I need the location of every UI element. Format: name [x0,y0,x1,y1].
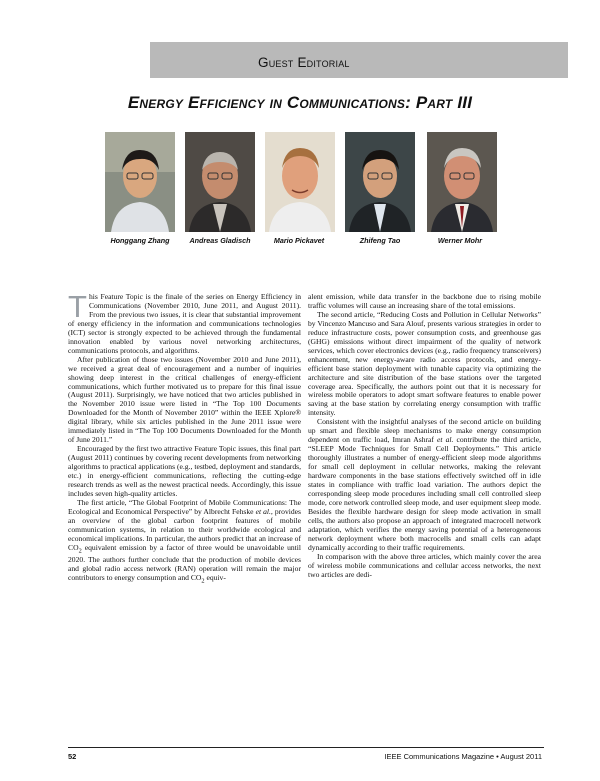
section-banner [150,42,568,78]
paragraph: The second article, “Reducing Costs and Pollution in Cellular Networks” by Vincenzo Mancuso and Sara Alouf, presents various strategies in order to reduce infrastructure costs, power consumption costs, and greenhouse gas (GHG) emissions without direct impairment of the quality of network services, which cover electronics devices (e.g., radio frequency transceivers) enhancement, new energy-aware radio access protocols, and energy-efficient base station deployment with tunable capacity via optimizing the architecture and site distribution of the base stations over the targeted coverage area. Specifically, the authors point out that it is necessary for wireless mobile operators to adopt smart software features to enable power saving at the base station by correlating energy consumption with traffic intensity. [308,309,541,418]
editor-names [0,236,600,250]
editor-photo-3 [265,132,335,232]
paragraph: The first article, “The Global Footprint of Mobile Communications: The Ecological and Economical Perspective” by Albrecht Fehske et al., provides an overview of the global carbon footprint features of mobile communication systems, in relation to their worldwide ecological and economical implications. In particular, the authors predict that an increase of $CO_2$ equivalent emission by a factor of three would be unavoidable until 2020. The authors further conclude that the production of mobile devices and global radio access network (RAN) operation will remain the major contributors to energy consumption and $CO_2$ equiv- [68,497,301,585]
journal-footer: IEEE Communications Magazine • August 2011 [384,752,542,761]
editor-photo-4 [345,132,415,232]
editor-name: Andreas Gladisch [189,236,251,245]
paragraph: After publication of those two issues (November 2010 and June 2011), we received a great deal of encouragement and a number of inquiries showing deep interest in the critical challenges of energy-efficient communications, which further motivated us to prepare for this final issue (August 2011). Surprisingly, we have noticed that two articles published in the November 2010 issue were listed in “The Top 100 Documents Downloaded for the Month of November 2010” within the IEEE Xplore® digital library, while six articles published in the June 2011 issue were immediately listed in “The Top 100 Documents Downloaded for the Month of June 2011.” [68,354,301,445]
section-label: Guest Editorial [258,55,350,70]
editor-name: Werner Mohr [437,236,483,245]
paragraph: This Feature Topic is the finale of the series on Energy Efficiency in Communications (November 2010, June 2011, and August 2011). From the previous two issues, it is clear that substantial improvement of energy efficiency in the information and communications technologies (ICT) sector is strongly expected to be achieved through the fundamental innovation enabled by various novel networking architectures, communications protocols, and algorithms. [68,289,301,355]
editor-name: Zhifeng Tao [359,236,401,245]
editor-photo-1 [105,132,175,232]
paragraph: Consistent with the insightful analyses of the second article on building up smart and flexible sleep mechanisms to make energy consumption dependent on traffic load, Imran Ashraf et al. contribute the third article, “SLEEP Mode Techniques for Small Cell Deployments.” This article thoroughly illustrates a number of energy-efficient sleep mode algorithms for small cell deployment in cellular networks, making the relevant hardware components in the base stations effectively switched off in idle states in compliance with traffic load variation. The authors depict the corresponding sleep mode procedures including small cell controlled sleep mode, core network controlled sleep mode, and user equipment sleep mode. Besides the flexible hardware design for sleep mode activation in small cells, the authors also propose an approach of integrated macrocell network adaptation, which verifies the energy saving potential of a heterogeneous network deployment where both macrocells and small cells can adapt dynamically according to their traffic requirements. [308,417,541,552]
editor-name: Honggang Zhang [110,236,170,245]
drop-cap: T [68,289,87,324]
editor-photos [105,132,497,232]
paragraph: alent emission, while data transfer in the backbone due to rising mobile traffic volumes will cause an increasing share of the total emissions. [308,292,541,310]
footer-divider [68,747,544,748]
editor-name: Mario Pickavet [273,236,325,245]
text-column-right [308,293,541,580]
editor-photo-5 [427,132,497,232]
text-column-left [68,289,301,587]
page-number: 52 [68,752,77,761]
paragraph: Encouraged by the first two attractive Feature Topic issues, this final part (August 2011) continues by covering recent developments from networking algorithms to practical applications (e.g., testbed, deployment and standards, etc.) in energy-efficient communications, reflecting the cutting-edge research trends as well as the newest practical needs. Accordingly, this issue includes seven high-quality articles. [68,444,301,498]
article-title: Energy Efficiency in Communications: Part III [127,93,473,112]
editor-photo-2 [185,132,255,232]
paragraph: In comparison with the above three articles, which mainly cover the area of wireless mobile communications and cellular access networks, the next two articles are dedi- [308,551,541,579]
